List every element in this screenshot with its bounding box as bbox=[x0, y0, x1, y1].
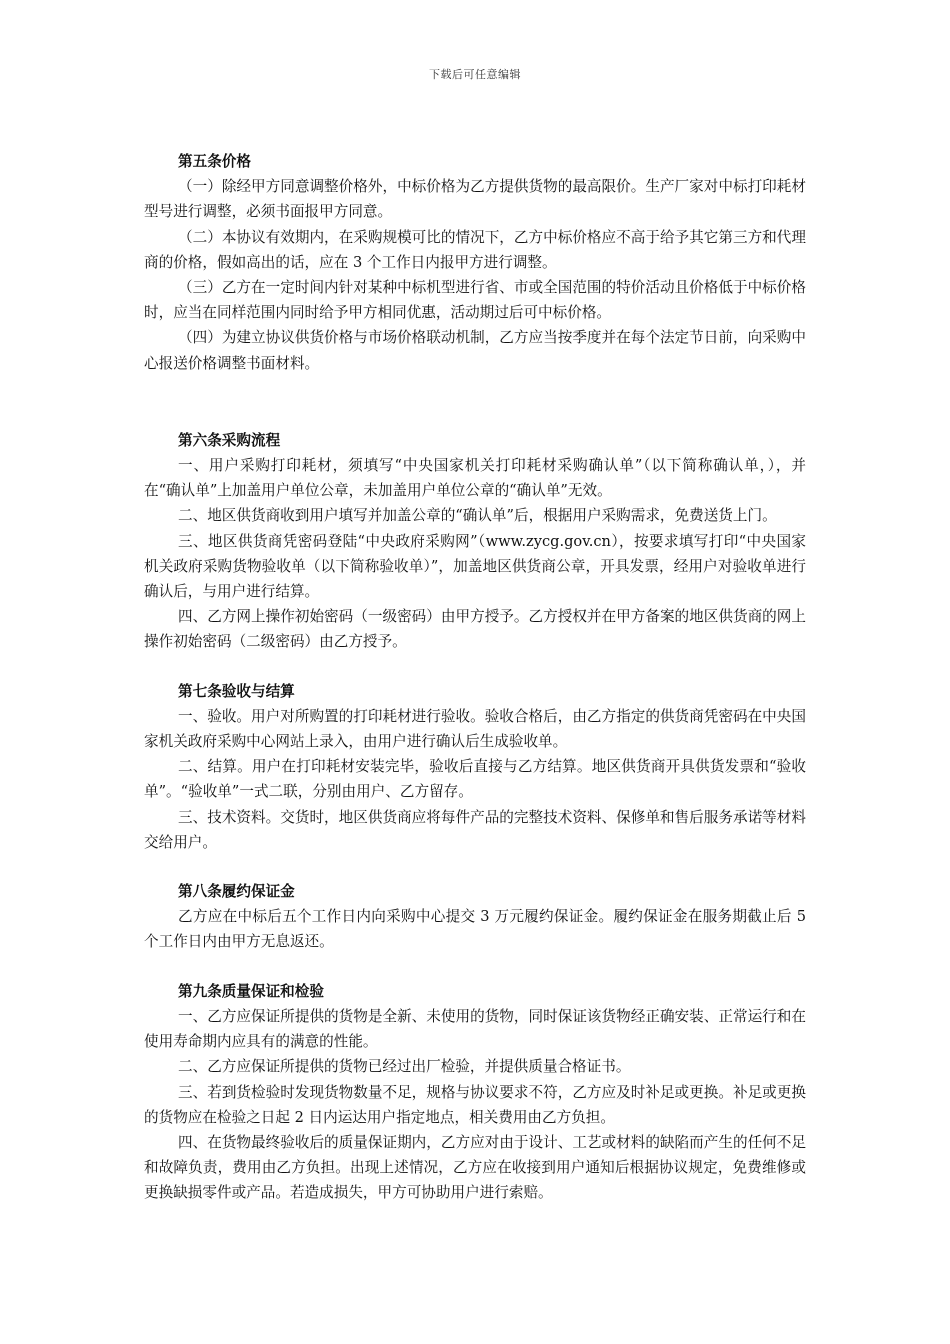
section-article-6 bbox=[144, 428, 806, 655]
page-header-note: 下载后可任意编辑 bbox=[429, 68, 521, 81]
paragraph: 一、验收。用户对所购置的打印耗材进行验收。验收合格后，由乙方指定的供货商凭密码在中央国家机关政府采购中心网站上录入，由用户进行确认后生成验收单。 bbox=[144, 707, 806, 751]
section-article-7 bbox=[144, 679, 806, 855]
paragraph: 二、乙方应保证所提供的货物已经过出厂检验，并提供质量合格证书。 bbox=[178, 1058, 631, 1076]
paragraph: （二）本协议有效期内，在采购规模可比的情况下，乙方中标价格应不高于给予其它第三方和代理商的价格，假如高出的话，应在 3 个工作日内报甲方进行调整。 bbox=[144, 228, 806, 271]
section-spacer bbox=[144, 376, 806, 428]
section-article-8 bbox=[144, 879, 806, 955]
section-article-9 bbox=[144, 979, 806, 1206]
paragraph: 二、地区供货商收到用户填写并加盖公章的“确认单”后，根据用户采购需求，免费送货上门。 bbox=[178, 507, 777, 525]
paragraph: 三、地区供货商凭密码登陆“中央政府采购网”（www.zycg.gov.cn），按要求填写打印“中央国家机关政府采购货物验收单（以下简称验收单）”，加盖地区供货商公章，开具发票，经用户对验收单进行确认后，与用户进行结算。 bbox=[144, 532, 806, 601]
paragraph: 一、用户采购打印耗材，须填写“中央国家机关打印耗材采购确认单”（以下简称确认单，），并在“确认单”上加盖用户单位公章，未加盖用户单位公章的“确认单”无效。 bbox=[144, 457, 806, 500]
paragraph: （三）乙方在一定时间内针对某种中标机型进行省、市或全国范围的特价活动且价格低于中标价格时，应当在同样范围内同时给予甲方相同优惠，活动期过后可中标价格。 bbox=[144, 279, 806, 322]
section-heading: 第七条验收与结算 bbox=[178, 682, 295, 700]
section-heading: 第九条质量保证和检验 bbox=[178, 982, 324, 1000]
paragraph: 三、若到货检验时发现货物数量不足，规格与协议要求不符，乙方应及时补足或更换。补足或更换的货物应在检验之日起 2 日内运达用户指定地点，相关费用由乙方负担。 bbox=[144, 1083, 806, 1126]
paragraph: 一、乙方应保证所提供的货物是全新、未使用的货物，同时保证该货物经正确安装、正常运行和在使用寿命期内应具有的满意的性能。 bbox=[144, 1007, 806, 1051]
section-spacer bbox=[144, 855, 806, 879]
paragraph: 四、乙方网上操作初始密码（一级密码）由甲方授予。乙方授权并在甲方备案的地区供货商的网上操作初始密码（二级密码）由乙方授予。 bbox=[144, 608, 806, 651]
section-spacer bbox=[144, 655, 806, 679]
paragraph: （四）为建立协议供货价格与市场价格联动机制，乙方应当按季度并在每个法定节日前，向采购中心报送价格调整书面材料。 bbox=[144, 329, 806, 372]
paragraph: 乙方应在中标后五个工作日内向采购中心提交 3 万元履约保证金。履约保证金在服务期截止后 5 个工作日内由甲方无息返还。 bbox=[144, 908, 806, 951]
section-heading: 第五条价格 bbox=[178, 153, 251, 170]
paragraph: 四、在货物最终验收后的质量保证期内，乙方应对由于设计、工艺或材料的缺陷而产生的任何不足和故障负责，费用由乙方负担。出现上述情况，乙方应在收接到用户通知后根据协议规定，免费维修或更换缺损零件或产品。若造成损失，甲方可协助用户进行索赔。 bbox=[144, 1133, 806, 1202]
paragraph: （一）除经甲方同意调整价格外，中标价格为乙方提供货物的最高限价。生产厂家对中标打印耗材型号进行调整，必须书面报甲方同意。 bbox=[144, 178, 806, 221]
section-spacer bbox=[144, 955, 806, 979]
paragraph: 三、技术资料。交货时，地区供货商应将每件产品的完整技术资料、保修单和售后服务承诺等材料交给用户。 bbox=[144, 808, 806, 851]
section-article-5 bbox=[144, 149, 806, 376]
section-heading: 第六条采购流程 bbox=[178, 431, 281, 449]
section-heading: 第八条履约保证金 bbox=[178, 883, 295, 901]
paragraph: 二、结算。用户在打印耗材安装完毕，验收后直接与乙方结算。地区供货商开具供货发票和“验收单”。“验收单”一式二联，分别由用户、乙方留存。 bbox=[144, 758, 806, 801]
document-body bbox=[144, 149, 806, 1206]
